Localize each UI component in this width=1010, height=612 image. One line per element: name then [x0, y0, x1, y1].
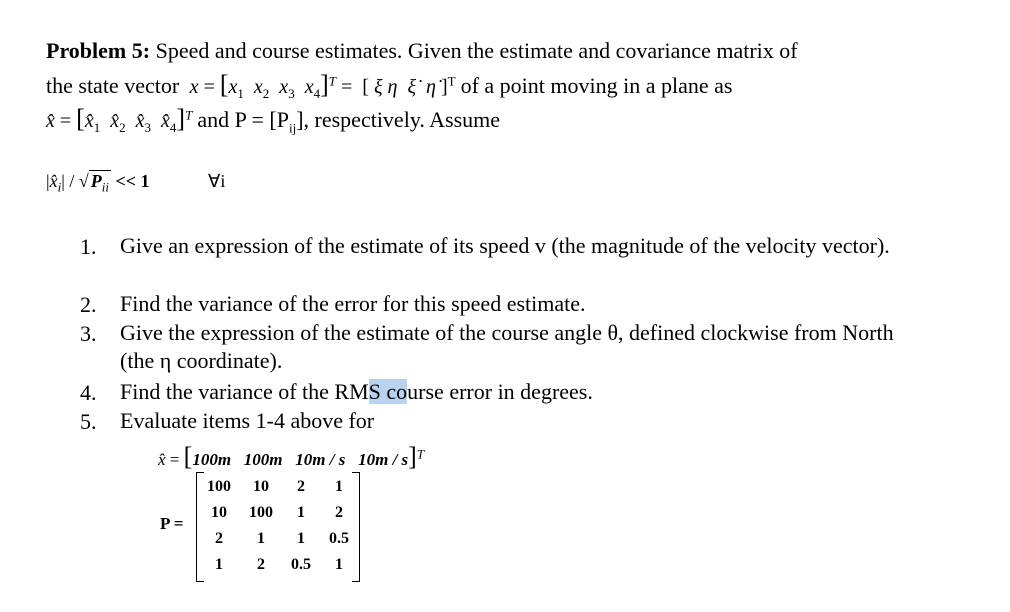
p-matrix-row: [198, 526, 358, 552]
item-3-text: Give the expression of the estimate of the course angle θ, defined clockwise from North (the η coordinate).: [120, 320, 894, 373]
item-1-number: 1.: [80, 234, 97, 259]
p-matrix-cell: 2: [215, 530, 223, 547]
item-4-text-before: Find the variance of the RM: [120, 379, 369, 404]
p-matrix-cell: 2: [257, 556, 265, 573]
p-matrix-cell: 2: [335, 504, 343, 521]
p-matrix-cell: 1: [215, 556, 223, 573]
item-4-text: [120, 378, 920, 406]
text-selection-highlight[interactable]: S co: [368, 379, 408, 404]
forall-i: ∀i: [208, 171, 226, 191]
item-1-text: Give an expression of the estimate of its speed v (the magnitude of the velocity vector).: [120, 233, 890, 258]
p-matrix-cell: 1: [297, 504, 305, 521]
p-matrix-cell: 1: [297, 530, 305, 547]
xhat-value-1: 100m: [192, 450, 232, 469]
p-matrix-cell: 0.5: [329, 530, 349, 547]
problem-title-text: Speed and course estimates. Given the estimate and covariance matrix of: [155, 38, 798, 63]
p-matrix-row: [198, 500, 358, 526]
p-matrix-row: [198, 474, 358, 500]
item-2-number: 2.: [80, 292, 97, 317]
item-5-text: Evaluate items 1-4 above for: [120, 408, 375, 433]
state-vector-prefix: the state vector: [46, 73, 180, 98]
p-matrix-cell: 100: [207, 478, 231, 495]
xhat-value-3: 10m / s: [295, 450, 346, 469]
p-matrix-cell: 100: [249, 504, 273, 521]
state-vector-expression: $x = [x_1$ $x_2$ $x_3$ $x_4]^T$ = [ ξ η ξ̇ η̇ ]$^T$: [189, 70, 456, 101]
estimate-line: [46, 106, 500, 134]
estimate-end: ], respectively. Assume: [296, 107, 501, 132]
p-matrix-cell: 10: [211, 504, 227, 521]
p-matrix-row: [198, 552, 358, 578]
item-4-text-after: urse error in degrees.: [407, 379, 593, 404]
p-matrix-cell: 1: [335, 556, 343, 573]
p-matrix-cell: 0.5: [291, 556, 311, 573]
estimate-sub: ij: [288, 120, 297, 136]
item-2-text: Find the variance of the error for this speed estimate.: [120, 291, 586, 316]
p-matrix-cell: 1: [257, 530, 265, 547]
estimate-and: and P = [P: [197, 107, 289, 132]
estimate-expression: x̂ = [$x̂_1$ $x̂_2$ $x̂_3$ $x̂_4]^T$: [46, 104, 193, 135]
p-matrix: [198, 474, 358, 578]
p-matrix-cell: 2: [297, 478, 305, 495]
item-3-number: 3.: [80, 321, 97, 346]
state-vector-suffix: of a point moving in a plane as: [460, 73, 733, 98]
item-5-number: 5.: [80, 409, 97, 434]
xhat-values-expression: x̂ = [100m 100m 10m / s 10m / s]$^T$: [158, 442, 425, 471]
problem-label: Problem 5:: [46, 38, 151, 63]
assumption-rhs: << 1: [115, 171, 150, 191]
item-4-number: 4.: [80, 380, 97, 405]
p-matrix-label: P =: [160, 514, 184, 533]
p-matrix-cell: 1: [335, 478, 343, 495]
problem-heading: [46, 40, 798, 62]
p-matrix-cell: 10: [253, 478, 269, 495]
xhat-value-4: 10m / s: [358, 450, 409, 469]
assumption-expression: $|x̂_i|$ / √ $P_{ii} << 1$: [46, 171, 150, 195]
xhat-value-2: 100m: [243, 450, 283, 469]
state-vector-line: [46, 72, 732, 100]
